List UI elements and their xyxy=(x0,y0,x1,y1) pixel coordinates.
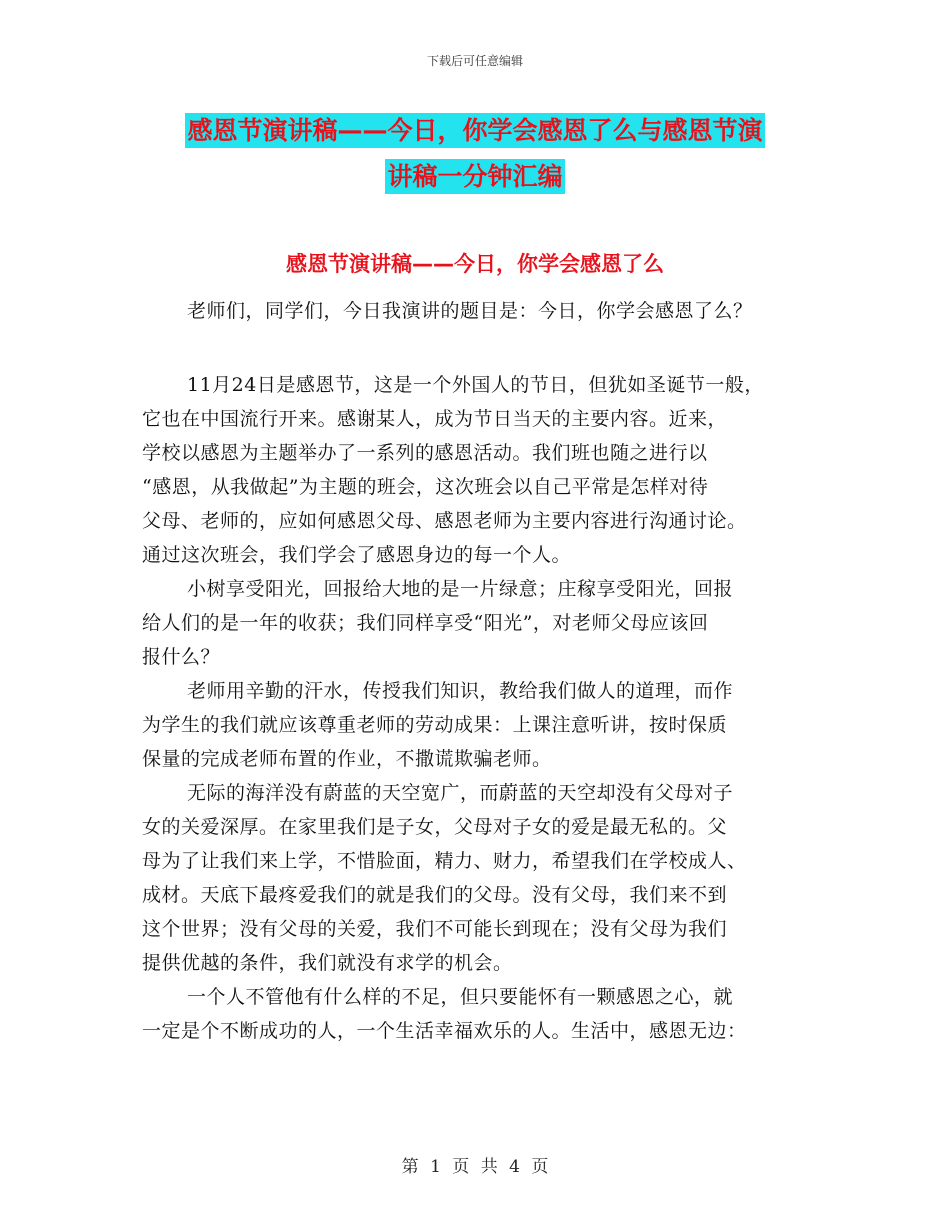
text-line: 无际的海洋没有蔚蓝的天空宽广，而蔚蓝的天空却没有父母对子 xyxy=(187,782,734,804)
document-title-line-2: 讲稿一分钟汇编 xyxy=(385,159,564,194)
text-line: 母为了让我们来上学，不惜脸面，精力、财力，希望我们在学校成人、 xyxy=(142,850,747,872)
text-line: 通过这次班会，我们学会了感恩身边的每一个人。 xyxy=(142,544,572,566)
document-title xyxy=(0,108,950,200)
text-line: 为学生的我们就应该尊重老师的劳动成果：上课注意听讲，按时保质 xyxy=(142,714,728,736)
text-line: 老师们，同学们，今日我演讲的题目是：今日，你学会感恩了么？ xyxy=(187,300,753,322)
text-line: 父母、老师的，应如何感恩父母、感恩老师为主要内容进行沟通讨论。 xyxy=(142,510,747,532)
paragraph-4 xyxy=(142,674,822,776)
paragraph-2 xyxy=(142,368,822,572)
page-number: 第 1 页 共 4 页 xyxy=(401,1157,549,1177)
paragraph-3 xyxy=(142,572,822,674)
paragraph-6 xyxy=(142,980,822,1048)
paragraph-5 xyxy=(142,776,822,980)
text-line: 女的关爱深厚。在家里我们是子女，父母对子女的爱是最无私的。父 xyxy=(142,816,728,838)
text-line: 学校以感恩为主题举办了一系列的感恩活动。我们班也随之进行以 xyxy=(142,442,708,464)
header-note: 下载后可任意编辑 xyxy=(426,54,523,68)
document-title-line-1: 感恩节演讲稿——今日，你学会感恩了么与感恩节演 xyxy=(185,113,764,148)
text-line: 老师用辛勤的汗水，传授我们知识，教给我们做人的道理，而作 xyxy=(187,680,734,702)
text-line: 小树享受阳光，回报给大地的是一片绿意；庄稼享受阳光，回报 xyxy=(187,578,734,600)
section-heading: 感恩节演讲稿——今日，你学会感恩了么 xyxy=(286,252,664,276)
document-body xyxy=(142,294,822,1048)
paragraph-gap xyxy=(142,328,822,368)
text-line: 给人们的是一年的收获；我们同样享受“阳光”，对老师父母应该回 xyxy=(142,612,709,634)
text-line: 提供优越的条件，我们就没有求学的机会。 xyxy=(142,952,513,974)
text-line: “感恩，从我做起”为主题的班会，这次班会以自己平常是怎样对待 xyxy=(142,476,709,498)
text-line: 11月24日是感恩节，这是一个外国人的节日，但犹如圣诞节一般， xyxy=(187,374,764,396)
text-line: 这个世界；没有父母的关爱，我们不可能长到现在；没有父母为我们 xyxy=(142,918,728,940)
text-line: 报什么？ xyxy=(142,646,221,668)
text-line: 成材。天底下最疼爱我们的就是我们的父母。没有父母，我们来不到 xyxy=(142,884,728,906)
paragraph-1 xyxy=(142,294,822,328)
text-line: 保量的完成老师布置的作业，不撒谎欺骗老师。 xyxy=(142,748,552,770)
text-line: 一个人不管他有什么样的不足，但只要能怀有一颗感恩之心，就 xyxy=(187,986,734,1008)
text-line: 它也在中国流行开来。感谢某人，成为节日当天的主要内容。近来， xyxy=(142,408,728,430)
text-line: 一定是个不断成功的人，一个生活幸福欢乐的人。生活中，感恩无边： xyxy=(142,1020,747,1042)
